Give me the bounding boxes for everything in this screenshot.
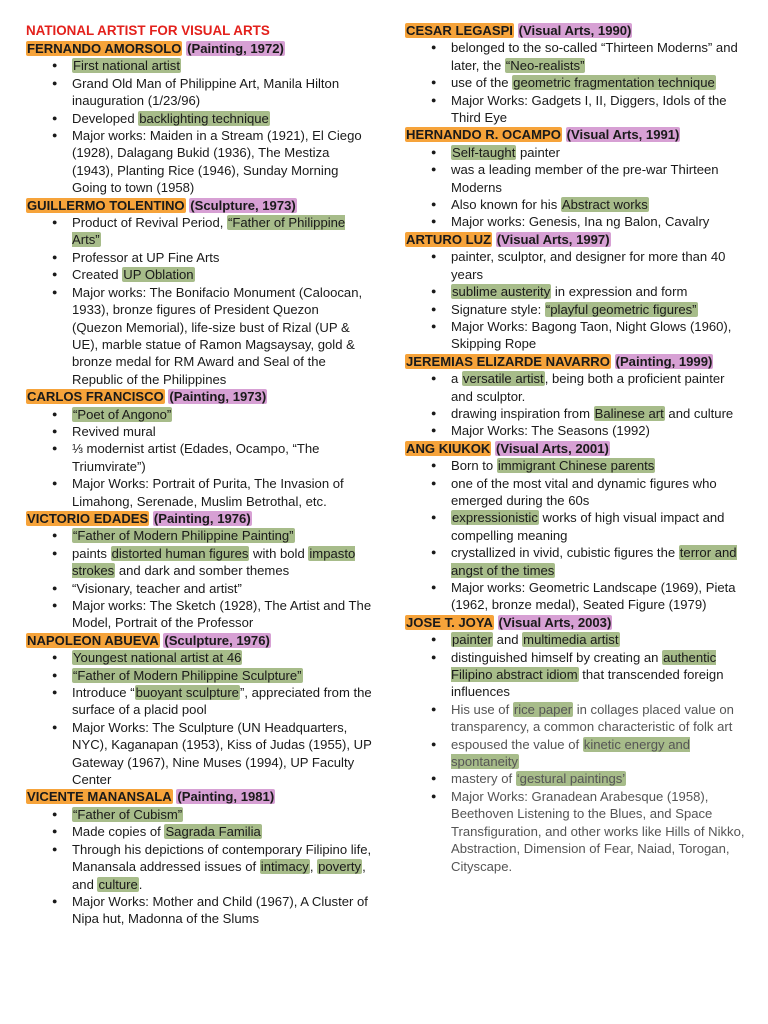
- highlighted-text: “Poet of Angono”: [73, 406, 172, 422]
- list-item: [451, 631, 748, 648]
- highlighted-text: geometric fragmentation technique: [513, 75, 715, 91]
- bullet-list: [405, 631, 748, 875]
- highlighted-text: “Father of Modern Philippine Sculpture”: [73, 667, 302, 683]
- list-item: [451, 318, 748, 353]
- bullet-list: [405, 370, 748, 440]
- artist-category: (Visual Arts, 1990): [518, 23, 632, 38]
- highlighted-text: intimacy: [260, 859, 309, 875]
- artist-category: (Painting, 1981): [177, 789, 275, 805]
- item-text: and dark and somber themes: [115, 563, 290, 579]
- artist-category: (Sculpture, 1973): [190, 197, 296, 213]
- list-item: [451, 74, 748, 91]
- list-item: [72, 841, 372, 893]
- item-text: one of the most vital and dynamic figures who emerged during the 60s: [451, 475, 717, 508]
- item-text: “Visionary, teacher and artist”: [72, 580, 242, 596]
- list-item: [451, 39, 748, 74]
- item-text: ⅓ modernist artist (Edades, Ocampo, “The Triumvirate”): [72, 441, 320, 474]
- item-text: Major works: Genesis, Ina ng Balon, Cavalry: [451, 214, 710, 230]
- artist-heading: [26, 388, 372, 405]
- highlighted-text: backlighting technique: [139, 110, 269, 126]
- artist-heading: [26, 510, 372, 527]
- artist-section: [405, 126, 748, 230]
- item-text: with bold: [249, 545, 309, 561]
- item-text: Developed: [72, 110, 139, 126]
- artist-name: ARTURO LUZ: [406, 231, 492, 247]
- item-text: Major Works: Mother and Child (1967), A Cluster of Nipa hut, Madonna of the Slums: [72, 893, 368, 927]
- list-item: [72, 284, 372, 388]
- list-item: [451, 701, 748, 736]
- highlighted-text: immigrant Chinese parents: [497, 458, 655, 474]
- bullet-list: [405, 39, 748, 126]
- highlighted-text: “Father of Modern Philippine Painting”: [73, 528, 294, 544]
- item-text: Revived mural: [72, 423, 156, 439]
- item-text: Introduce “: [72, 685, 135, 701]
- highlighted-text: kinetic energy and spontaneity: [451, 736, 691, 770]
- item-text: and culture: [664, 405, 734, 421]
- highlighted-text: culture: [98, 876, 138, 892]
- artist-name: ANG KIUKOK: [406, 440, 491, 456]
- item-text: Major Works: Granadean Arabesque (1958), Beethoven Listening to the Blues, and Space Transfiguration, and other works like Hills of Nikko, Abstraction, Dimension of Fear, Naiad, Torogan, Cityscape.: [451, 788, 745, 874]
- artist-heading: [405, 231, 748, 248]
- item-text: Major works: The Sketch (1928), The Artist and The Model, Portrait of the Professor: [72, 598, 372, 631]
- artist-heading: [26, 788, 372, 805]
- artist-section: [405, 440, 748, 614]
- item-text: Major works: Maiden in a Stream (1921), El Ciego (1928), Dalagang Bukid (1936), The Mestiza (1943), Planting Rice (1946), Sunday Morning Going to town (1958): [72, 128, 362, 196]
- item-text: Major Works: Bagong Taon, Night Glows (1960), Skipping Rope: [451, 318, 732, 352]
- artist-heading: [405, 22, 748, 39]
- artist-category: (Visual Arts, 2001): [496, 440, 609, 456]
- bullet-list: [405, 457, 748, 614]
- artist-name: CESAR LEGASPI: [406, 23, 513, 38]
- list-item: [72, 440, 372, 475]
- artist-name: HERNANDO R. OCAMPO: [406, 127, 561, 143]
- highlighted-text: “Father of Cubism”: [73, 806, 183, 822]
- artist-name: FERNANDO AMORSOLO: [27, 41, 182, 56]
- item-text: , being both a proficient painter and sculptor.: [451, 371, 725, 404]
- highlighted-text: rice paper: [513, 701, 573, 717]
- bullet-list: [26, 214, 372, 388]
- artist-category: (Visual Arts, 1991): [566, 127, 680, 143]
- artist-name: JEREMIAS ELIZARDE NAVARRO: [406, 353, 610, 369]
- highlighted-text: Self-taught: [452, 144, 516, 160]
- item-text: Through his depictions of contemporary Filipino life, Manansala addressed issues of: [72, 841, 372, 875]
- artist-name: JOSE T. JOYA: [406, 614, 493, 630]
- list-item: [451, 370, 748, 405]
- list-item: [72, 214, 372, 249]
- highlighted-text: Youngest national artist at 46: [73, 650, 242, 666]
- list-item: [72, 806, 372, 823]
- item-text: Product of Revival Period,: [72, 215, 228, 231]
- item-text: ,: [309, 859, 318, 875]
- list-item: [451, 649, 748, 701]
- artist-section: [26, 510, 372, 632]
- list-item: [451, 788, 748, 875]
- artist-category: (Sculpture, 1976): [164, 632, 270, 648]
- item-text: that transcended foreign influences: [451, 667, 724, 700]
- artist-section: [405, 231, 748, 353]
- list-item: [451, 196, 748, 213]
- highlighted-text: poverty: [318, 859, 362, 875]
- item-text: was a leading member of the pre-war Thirteen Moderns: [451, 162, 719, 195]
- item-text: mastery of: [451, 771, 516, 787]
- artist-heading: [405, 353, 748, 370]
- list-item: [72, 545, 372, 580]
- item-text: Born to: [451, 458, 497, 474]
- artist-name: NAPOLEON ABUEVA: [27, 632, 159, 648]
- highlighted-text: distorted human figures: [111, 545, 249, 561]
- artist-section: [405, 353, 748, 440]
- artist-name: VICENTE MANANSALA: [27, 789, 172, 805]
- list-item: [72, 527, 372, 544]
- bullet-list: [405, 144, 748, 231]
- list-item: [72, 684, 372, 719]
- item-text: Signature style:: [451, 301, 545, 317]
- item-text: Made copies of: [72, 824, 165, 840]
- list-item: [451, 770, 748, 787]
- highlighted-text: impasto strokes: [72, 545, 356, 579]
- list-item: [451, 579, 748, 614]
- artist-section: [26, 788, 372, 927]
- list-item: [72, 719, 372, 789]
- item-text: Created: [72, 267, 123, 283]
- right-artist-list: [405, 22, 748, 875]
- item-text: works of high visual impact and compelling meaning: [451, 510, 725, 543]
- item-text: in expression and form: [551, 284, 688, 300]
- artist-heading: [26, 197, 372, 214]
- item-text: and: [493, 632, 523, 648]
- list-item: [72, 475, 372, 510]
- highlighted-text: versatile artist: [462, 371, 544, 387]
- highlighted-text: “Neo-realists”: [505, 57, 585, 73]
- item-text: painter, sculptor, and designer for more than 40 years: [451, 249, 726, 282]
- item-text: Major works: The Bonifacio Monument (Caloocan, 1933), bronze figures of President Quezon (Quezon Memorial), life-size bust of Rizal (UP & UE), marble statue of Ramon Magsaysay, gold & bronze medal for RM Award and Seal of the Republic of the Philippines: [72, 284, 363, 387]
- highlighted-text: sublime austerity: [452, 284, 551, 300]
- artist-name: VICTORIO EDADES: [27, 510, 149, 526]
- left-artist-list: [26, 40, 372, 928]
- item-text: painter: [516, 144, 561, 160]
- artist-heading: [405, 440, 748, 457]
- artist-section: [405, 22, 748, 126]
- highlighted-text: authentic Filipino abstract idiom: [451, 649, 717, 683]
- item-text: His use of: [451, 701, 513, 717]
- item-text: paints: [72, 545, 111, 561]
- list-item: [451, 144, 748, 161]
- list-item: [451, 475, 748, 510]
- list-item: [451, 457, 748, 474]
- artist-heading: [26, 632, 372, 649]
- list-item: [72, 406, 372, 423]
- list-item: [451, 422, 748, 439]
- item-text: espoused the value of: [451, 736, 583, 752]
- item-text: use of the: [451, 75, 513, 91]
- list-item: [72, 110, 372, 127]
- highlighted-text: UP Oblation: [123, 267, 194, 283]
- item-text: Also known for his: [451, 197, 561, 213]
- item-text: in collages placed value on transparency, a common characteristic of folk art: [451, 701, 734, 735]
- bullet-list: [26, 649, 372, 788]
- bullet-list: [26, 406, 372, 510]
- artist-heading: [405, 614, 748, 631]
- highlighted-text: ‘gestural paintings’: [516, 771, 626, 787]
- highlighted-text: “Father of Philippine Arts”: [72, 215, 346, 248]
- list-item: [451, 161, 748, 196]
- document-title: NATIONAL ARTIST FOR VISUAL ARTS: [26, 23, 270, 38]
- highlighted-text: First national artist: [73, 58, 180, 74]
- item-text: .: [138, 876, 143, 892]
- item-text: Major works: Geometric Landscape (1969), Pieta (1962, bronze medal), Seated Figure (1979): [451, 580, 736, 613]
- item-text: Professor at UP Fine Arts: [72, 249, 220, 265]
- bullet-list: [26, 527, 372, 631]
- list-item: [72, 57, 372, 74]
- list-item: [72, 423, 372, 440]
- artist-section: [26, 632, 372, 789]
- artist-name: CARLOS FRANCISCO: [27, 389, 164, 405]
- item-text: drawing inspiration from: [451, 405, 594, 421]
- list-item: [72, 823, 372, 840]
- list-item: [72, 667, 372, 684]
- artist-category: (Painting, 1973): [169, 389, 267, 405]
- item-text: ”, appreciated from the surface of a placid pool: [72, 685, 372, 718]
- artist-section: [26, 40, 372, 197]
- left-column: [26, 22, 372, 928]
- item-text: crystallized in vivid, cubistic figures the: [451, 545, 679, 561]
- list-item: [72, 580, 372, 597]
- artist-section: [405, 614, 748, 875]
- list-item: [72, 75, 372, 110]
- bullet-list: [26, 57, 372, 196]
- artist-section: [26, 388, 372, 510]
- item-text: Major Works: The Seasons (1992): [451, 423, 650, 439]
- item-text: belonged to the so-called “Thirteen Moderns” and later, the: [451, 40, 738, 73]
- highlighted-text: Balinese art: [594, 405, 664, 421]
- highlighted-text: multimedia artist: [523, 632, 619, 648]
- list-item: [72, 249, 372, 266]
- list-item: [451, 544, 748, 579]
- item-text: Major Works: Portrait of Purita, The Invasion of Limahong, Serenade, Muslim Betrothal, etc.: [72, 476, 344, 509]
- bullet-list: [26, 806, 372, 928]
- artist-name: GUILLERMO TOLENTINO: [27, 197, 185, 213]
- artist-category: (Painting, 1976): [153, 510, 251, 526]
- artist-category: (Painting, 1999): [615, 353, 713, 369]
- highlighted-text: Sagrada Familia: [165, 824, 261, 840]
- highlighted-text: buoyant sculpture: [135, 685, 239, 701]
- artist-heading: [26, 40, 372, 57]
- right-column: [405, 22, 748, 875]
- list-item: [451, 248, 748, 283]
- item-text: Major Works: The Sculpture (UN Headquarters, NYC), Kaganapan (1953), Kiss of Judas (1955), UP Gateway (1967), Nine Muses (1994), UP Faculty Center: [72, 719, 372, 788]
- list-item: [451, 509, 748, 544]
- list-item: [451, 213, 748, 230]
- item-text: distinguished himself by creating an: [451, 649, 663, 665]
- list-item: [451, 92, 748, 127]
- list-item: [451, 405, 748, 422]
- list-item: [451, 736, 748, 771]
- item-text: a: [451, 371, 462, 387]
- list-item: [72, 127, 372, 197]
- list-item: [72, 266, 372, 283]
- bullet-list: [405, 248, 748, 352]
- artist-heading: [405, 126, 748, 143]
- artist-category: (Visual Arts, 1997): [496, 231, 610, 247]
- item-text: Grand Old Man of Philippine Art, Manila Hilton inauguration (1/23/96): [72, 75, 340, 109]
- list-item: [451, 283, 748, 300]
- highlighted-text: expressionistic: [452, 510, 538, 526]
- list-item: [72, 597, 372, 632]
- list-item: [72, 649, 372, 666]
- artist-category: (Visual Arts, 2003): [498, 614, 612, 630]
- highlighted-text: terror and angst of the times: [451, 545, 737, 578]
- highlighted-text: painter: [452, 632, 493, 648]
- artist-section: [26, 197, 372, 388]
- item-text: Major Works: Gadgets I, II, Diggers, Idols of the Third Eye: [451, 92, 727, 126]
- artist-category: (Painting, 1972): [187, 41, 284, 56]
- list-item: [451, 301, 748, 318]
- item-text: , and: [72, 859, 366, 892]
- list-item: [72, 893, 372, 928]
- highlighted-text: “playful geometric figures”: [545, 301, 697, 317]
- highlighted-text: Abstract works: [561, 197, 648, 213]
